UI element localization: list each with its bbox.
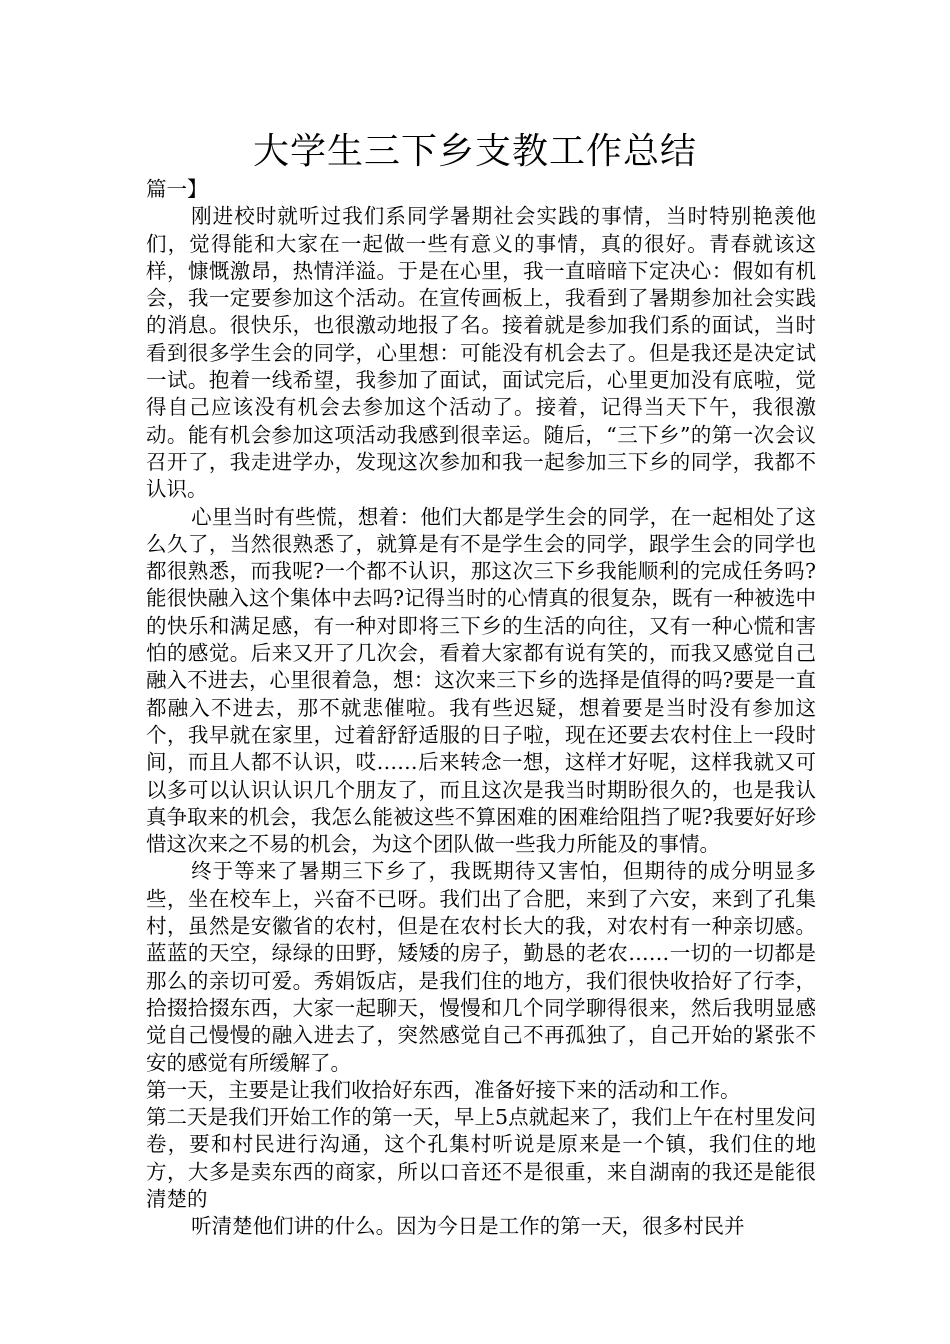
paragraph-3: 终于等来了暑期三下乡了，我既期待又害怕，但期待的成分明显多些，坐在校车上，兴奋不已呀。我们出了合肥，来到了六安，来到了孔集村，虽然是安徽省的农村，但是在农村长大的我，对农村有一种亲切感。蓝蓝的天空，绿绿的田野，矮矮的房子，勤恳的老农……一切的一切都是那么的亲切可爱。秀娟饭店，是我们住的地方，我们很快收拾好了行李，拾掇拾掇东西，大家一起聊天，慢慢和几个同学聊得很来，然后我明显感觉自己慢慢的融入进去了，突然感觉自己不再孤独了，自己开始的紧张不安的感觉有所缓解了。	[146, 859, 816, 1075]
paragraph-1: 刚进校时就听过我们系同学暑期社会实践的事情，当时特别艳羡他们，觉得能和大家在一起做一些有意义的事情，真的很好。青春就该这样，慷慨激昂，热情洋溢。于是在心里，我一直暗暗下定决心：假如有机会，我一定要参加这个活动。在宣传画板上，我看到了暑期参加社会实践的消息。很快乐，也很激动地报了名。接着就是参加我们系的面试，当时看到很多学生会的同学，心里想：可能没有机会去了。但是我还是决定试一试。抱着一线希望，我参加了面试，面试完后，心里更加没有底啦，觉得自己应该没有机会去参加这个活动了。接着，记得当天下午，我很激动。能有机会参加这项活动我感到很幸运。随后，“三下乡”的第一次会议召开了，我走进学办，发现这次参加和我一起参加三下乡的同学，我都不认识。	[146, 204, 816, 502]
section-label: 篇一】	[146, 177, 208, 201]
document-title: 大学生三下乡支教工作总结	[252, 131, 697, 172]
document-body	[146, 176, 816, 1241]
paragraph-4: 第一天，主要是让我们收拾好东西，准备好接下来的活动和工作。	[146, 1077, 741, 1102]
paragraph-2: 心里当时有些慌，想着：他们大都是学生会的同学，在一起相处了这么久了，当然很熟悉了，就算是有不是学生会的同学，跟学生会的同学也都很熟悉，而我呢?一个都不认识，那这次三下乡我能顺利的完成任务吗?能很快融入这个集体中去吗?记得当时的心情真的很复杂，既有一种被选中的快乐和满足感，有一种对即将三下乡的生活的向往，又有一种心慌和害怕的感觉。后来又开了几次会，看着大家都有说有笑的，而我又感觉自己融入不进去，心里很着急，想：这次来三下乡的选择是值得的吗?要是一直都融入不进去，那不就悲催啦。我有些迟疑，想着要是当时没有参加这个，我早就在家里，过着舒舒适服的日子啦，现在还要去农村住上一段时间，而且人都不认识，哎……后来转念一想，这样才好呢，这样我就又可以多可以认识认识几个朋友了，而且这次是我当时期盼很久的，也是我认真争取来的机会，我怎么能被这些不算困难的困难给阻挡了呢?我要好好珍惜这次来之不易的机会，为这个团队做一些我力所能及的事情。	[146, 504, 816, 857]
paragraph-6: 听清楚他们讲的什么。因为今日是工作的第一天，很多村民并	[191, 1214, 745, 1239]
paragraph-5: 第二天是我们开始工作的第一天，早上5点就起来了，我们上午在村里发问卷，要和村民进行沟通，这个孔集村听说是原来是一个镇，我们住的地方，大多是卖东西的商家，所以口音还不是很重，来自湖南的我还是能很清楚的	[146, 1105, 816, 1211]
